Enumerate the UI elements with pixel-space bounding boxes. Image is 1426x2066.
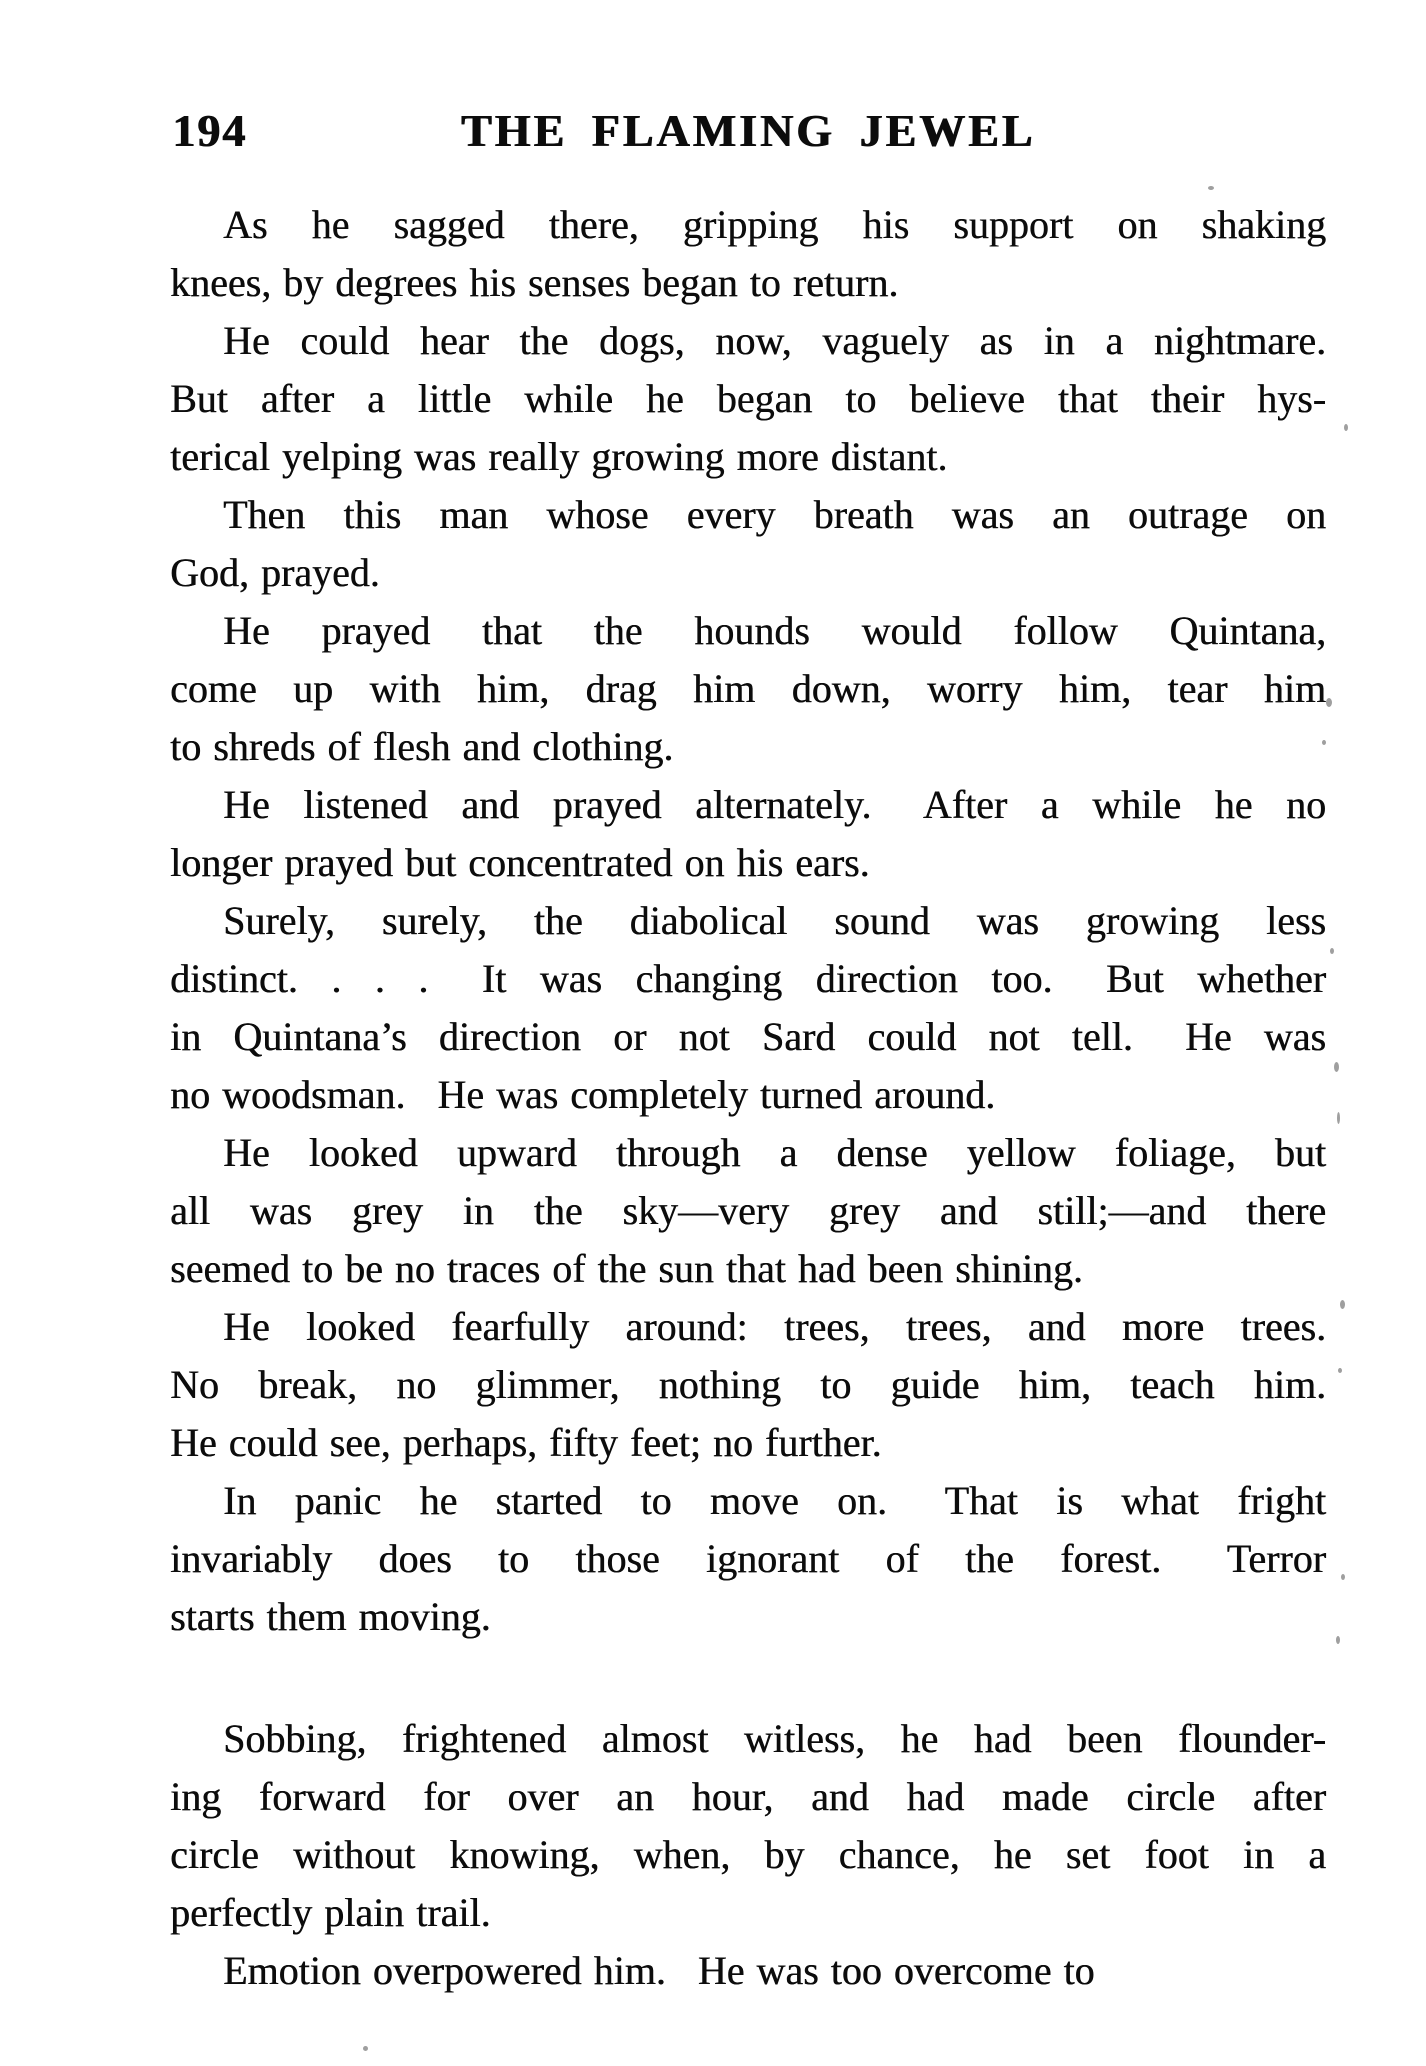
paragraph: [170, 776, 1326, 892]
paragraph: [170, 1298, 1326, 1472]
text-line: He looked fearfully around: trees, trees, and more trees.: [223, 1304, 1326, 1349]
page-header: [170, 104, 1326, 154]
text-line: He could hear the dogs, now, vaguely as in a nightmare.: [223, 318, 1326, 363]
paragraph: [170, 1124, 1326, 1298]
scan-artifact: [1341, 1574, 1345, 1580]
text-line: Sobbing, frightened almost witless, he had been flounder-: [223, 1716, 1326, 1761]
paragraph: [170, 1942, 1326, 2000]
paragraph: [170, 602, 1326, 776]
text-line: longer prayed but concentrated on his ears.: [170, 840, 870, 885]
text-line: Then this man whose every breath was an outrage on: [223, 492, 1326, 537]
scan-artifact: [1337, 1112, 1340, 1124]
paragraph: [170, 312, 1326, 486]
scan-artifact: [1330, 948, 1334, 954]
text-line: ing forward for over an hour, and had made circle after: [170, 1774, 1326, 1819]
text-line: seemed to be no traces of the sun that had been shining.: [170, 1246, 1083, 1291]
text-line: no woodsman. He was completely turned around.: [170, 1072, 996, 1117]
text-line: circle without knowing, when, by chance, he set foot in a: [170, 1832, 1326, 1877]
text-line: Emotion overpowered him. He was too overcome to: [223, 1948, 1095, 1993]
page-body: [170, 196, 1326, 2000]
text-line: He could see, perhaps, fifty feet; no further.: [170, 1420, 882, 1465]
paragraph: [170, 486, 1326, 602]
text-line: terical yelping was really growing more distant.: [170, 434, 948, 479]
scan-artifact: [1326, 698, 1332, 707]
text-line: distinct. . . . It was changing direction too. But whether: [170, 956, 1326, 1001]
text-line: to shreds of flesh and clothing.: [170, 724, 674, 769]
text-line: As he sagged there, gripping his support on shaking: [223, 202, 1326, 247]
scan-artifact: [1208, 186, 1214, 190]
scan-artifact: [1344, 424, 1348, 431]
paragraph: [170, 196, 1326, 312]
text-line: knees, by degrees his senses began to return.: [170, 260, 899, 305]
text-line: No break, no glimmer, nothing to guide him, teach him.: [170, 1362, 1326, 1407]
scan-artifact: [1334, 1062, 1339, 1072]
text-line: He looked upward through a dense yellow foliage, but: [223, 1130, 1326, 1175]
text-line: God, prayed.: [170, 550, 380, 595]
text-line: He listened and prayed alternately. After a while he no: [223, 782, 1326, 827]
text-line: starts them moving.: [170, 1594, 491, 1639]
scan-artifact: [1336, 1636, 1340, 1644]
paragraph: [170, 1472, 1326, 1646]
text-line: invariably does to those ignorant of the forest. Terror: [170, 1536, 1326, 1581]
text-line: perfectly plain trail.: [170, 1890, 491, 1935]
paragraph: [170, 1710, 1326, 1942]
paragraph: [170, 892, 1326, 1124]
page-number: 194: [172, 105, 247, 156]
text-line: But after a little while he began to believe that their hys-: [170, 376, 1326, 421]
scan-artifact: [363, 2046, 368, 2051]
text-line: all was grey in the sky—very grey and still;—and there: [170, 1188, 1326, 1233]
scan-artifact: [1322, 740, 1326, 745]
scan-artifact: [1340, 1300, 1345, 1309]
text-line: He prayed that the hounds would follow Quintana,: [223, 608, 1326, 653]
running-title: THE FLAMING JEWEL: [460, 105, 1036, 156]
text-line: in Quintana’s direction or not Sard could not tell. He was: [170, 1014, 1326, 1059]
text-line: Surely, surely, the diabolical sound was growing less: [223, 898, 1326, 943]
scan-artifact: [1338, 1368, 1342, 1373]
text-line: In panic he started to move on. That is what fright: [223, 1478, 1326, 1523]
text-line: come up with him, drag him down, worry him, tear him: [170, 666, 1326, 711]
